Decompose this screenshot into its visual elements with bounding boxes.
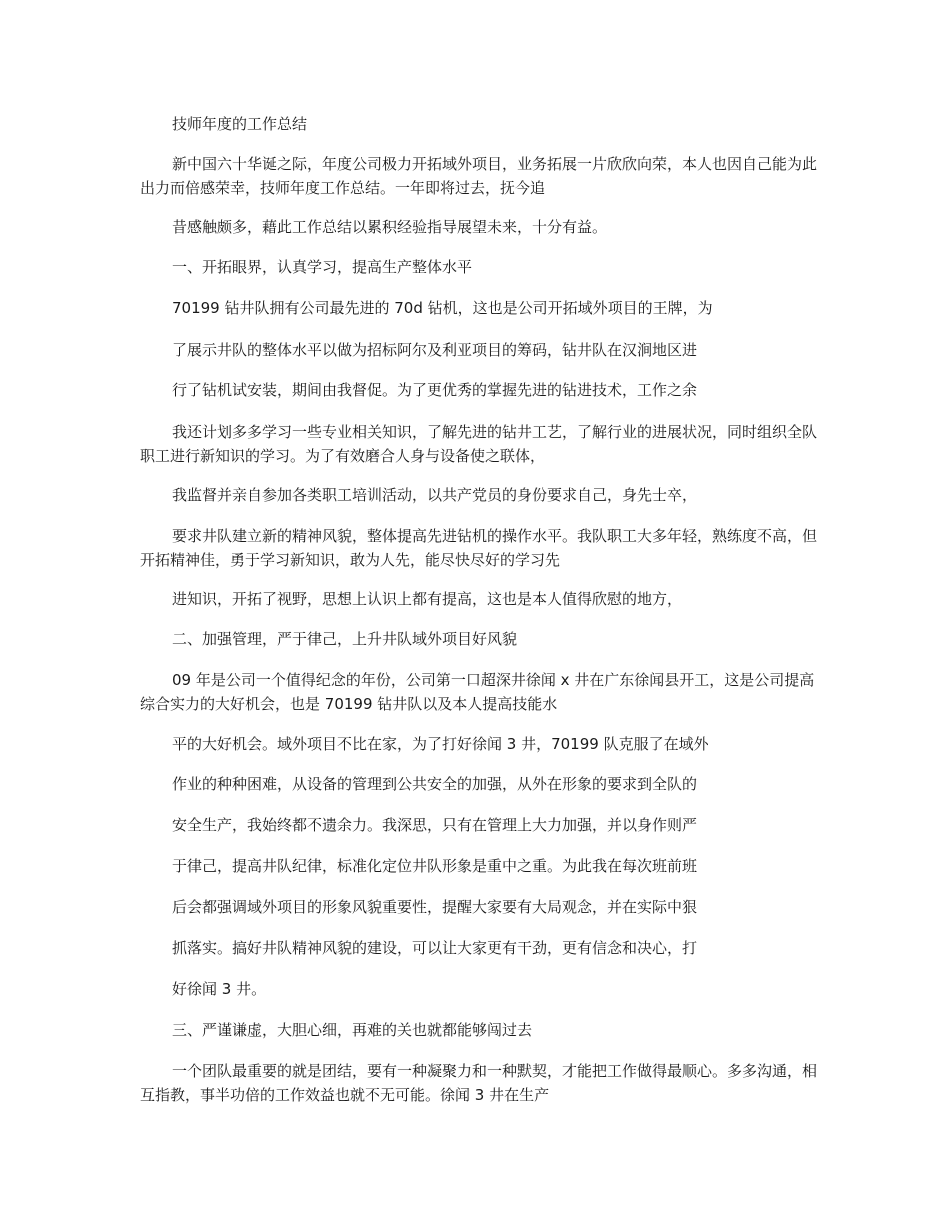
- paragraph-9: 进知识，开拓了视野，思想上认识上都有提高，这也是本人值得欣慰的地方，: [172, 590, 683, 608]
- paragraph-4: 了展示井队的整体水平以做为招标阿尔及利亚项目的筹码，钻井队在汉涧地区进: [172, 341, 698, 359]
- paragraph-17: 好徐闻 3 井。: [172, 980, 267, 998]
- paragraph-8: 要求井队建立新的精神风貌，整体提高先进钻机的操作水平。我队职工大多年轻，熟练度不高，但开拓精神佳，勇于学习新知识，敢为人先，能尽快尽好的学习先: [140, 527, 818, 569]
- paragraph-7: 我监督并亲自参加各类职工培训活动，以共产党员的身份要求自己，身先士卒，: [172, 486, 698, 504]
- paragraph-14: 于律己，提高井队纪律，标准化定位井队形象是重中之重。为此我在每次班前班: [172, 857, 698, 875]
- paragraph-16: 抓落实。搞好井队精神风貌的建设，可以让大家更有干劲，更有信念和决心，打: [172, 939, 698, 957]
- paragraph-3: 70199 钻井队拥有公司最先进的 70d 钻机，这也是公司开拓域外项目的王牌，为: [172, 299, 713, 317]
- paragraph-11: 平的大好机会。域外项目不比在家，为了打好徐闻 3 井，70199 队克服了在域外: [172, 735, 709, 753]
- document-title: 技师年度的工作总结: [172, 115, 308, 133]
- paragraph-15: 后会都强调域外项目的形象风貌重要性，提醒大家要有大局观念，并在实际中狠: [172, 898, 698, 916]
- paragraph-12: 作业的种种困难，从设备的管理到公共安全的加强，从外在形象的要求到全队的: [172, 775, 698, 793]
- paragraph-2: 昔感触颇多，藉此工作总结以累积经验指导展望未来，十分有益。: [172, 218, 608, 236]
- paragraph-1: 新中国六十华诞之际，年度公司极力开拓域外项目，业务拓展一片欣欣向荣，本人也因自己能为此出力而倍感荣幸，技师年度工作总结。一年即将过去，抚今追: [140, 155, 818, 197]
- section-heading-3: 三、严谨谦虚，大胆心细，再难的关也就都能够闯过去: [172, 1021, 533, 1039]
- section-heading-2: 二、加强管理，严于律己，上升井队域外项目好风貌: [172, 630, 518, 648]
- section-heading-1: 一、开拓眼界，认真学习，提高生产整体水平: [172, 258, 473, 276]
- paragraph-6: 我还计划多多学习一些专业相关知识，了解先进的钻井工艺，了解行业的进展状况，同时组织全队职工进行新知识的学习。为了有效磨合人身与设备使之联体，: [140, 423, 818, 465]
- paragraph-10: 09 年是公司一个值得纪念的年份，公司第一口超深井徐闻 x 井在广东徐闻县开工，这是公司提高综合实力的大好机会，也是 70199 钻井队以及本人提高技能水: [140, 671, 815, 713]
- paragraph-13: 安全生产，我始终都不遗余力。我深思，只有在管理上大力加强，并以身作则严: [172, 816, 698, 834]
- paragraph-18: 一个团队最重要的就是团结，要有一种凝聚力和一种默契，才能把工作做得最顺心。多多沟通，相互指教，事半功倍的工作效益也就不无可能。徐闻 3 井在生产: [140, 1062, 818, 1104]
- paragraph-5: 行了钻机试安装，期间由我督促。为了更优秀的掌握先进的钻进技术，工作之余: [172, 381, 698, 399]
